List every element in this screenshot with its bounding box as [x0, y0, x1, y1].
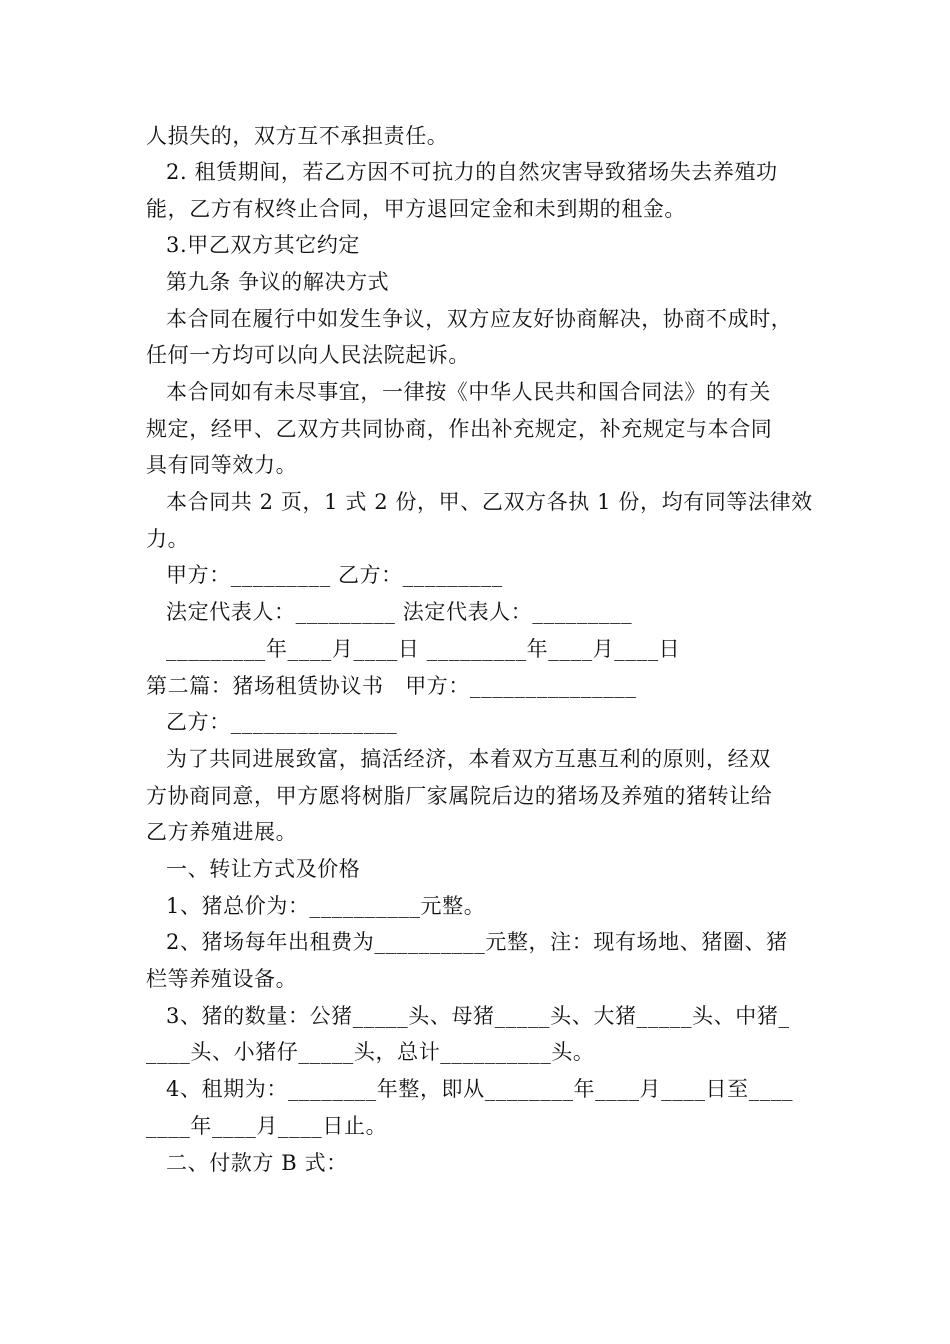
- party-b-line: 乙方：_______________: [166, 710, 398, 734]
- text-line: 3.甲乙双方其它约定: [166, 233, 361, 257]
- section-heading: 第九条 争议的解决方式: [166, 270, 390, 294]
- signature-line-dates: _________年____月____日 _________年____月____日: [166, 637, 681, 661]
- text-line: 4、租期为：________年整，即从________年____月____日至____: [166, 1077, 794, 1101]
- text-line: 2、猪场每年出租费为__________元整，注：现有场地、猪圈、猪: [166, 930, 788, 954]
- signature-line-parties: 甲方：_________ 乙方：_________: [166, 563, 503, 587]
- text-line: 3、猪的数量：公猪_____头、母猪_____头、大猪_____头、中猪_: [166, 1004, 790, 1028]
- text-line: 栏等养殖设备。: [146, 967, 298, 991]
- section-heading: 一、转让方式及价格: [166, 857, 361, 881]
- section-heading: 二、付款方 B 式：: [166, 1151, 348, 1175]
- text-line: 为了共同进展致富，搞活经济，本着双方互惠互利的原则，经双: [166, 747, 771, 771]
- text-line: 2. 租赁期间，若乙方因不可抗力的自然灾害导致猪场失去养殖功: [166, 160, 778, 184]
- text-line: 本合同在履行中如发生争议，双方应友好协商解决，协商不成时，: [166, 307, 793, 331]
- text-line: 1、猪总价为：__________元整。: [166, 894, 486, 918]
- signature-line-representatives: 法定代表人：_________ 法定代表人：_________: [166, 600, 633, 624]
- text-line: 本合同如有未尽事宜，一律按《中华人民共和国合同法》的有关: [166, 380, 771, 404]
- text-line: 人损失的，双方互不承担责任。: [146, 124, 449, 148]
- text-line: 规定，经甲、乙双方共同协商，作出补充规定，补充规定与本合同: [146, 417, 773, 441]
- text-line: 方协商同意，甲方愿将树脂厂家属院后边的猪场及养殖的猪转让给: [146, 784, 773, 808]
- text-line: ____年____月____日止。: [146, 1114, 388, 1138]
- section-heading: 第二篇：猪场租赁协议书 甲方：_______________: [146, 674, 637, 698]
- text-line: 能，乙方有权终止合同，甲方退回定金和未到期的租金。: [146, 197, 686, 221]
- text-line: 乙方养殖进展。: [146, 820, 298, 844]
- text-line: 具有同等效力。: [146, 453, 298, 477]
- text-line: 力。: [146, 527, 190, 551]
- text-line: 任何一方均可以向人民法院起诉。: [146, 343, 470, 367]
- text-line: ____头、小猪仔_____头，总计__________头。: [146, 1040, 595, 1064]
- text-line: 本合同共 2 页，1 式 2 份，甲、乙双方各执 1 份，均有同等法律效: [166, 490, 813, 514]
